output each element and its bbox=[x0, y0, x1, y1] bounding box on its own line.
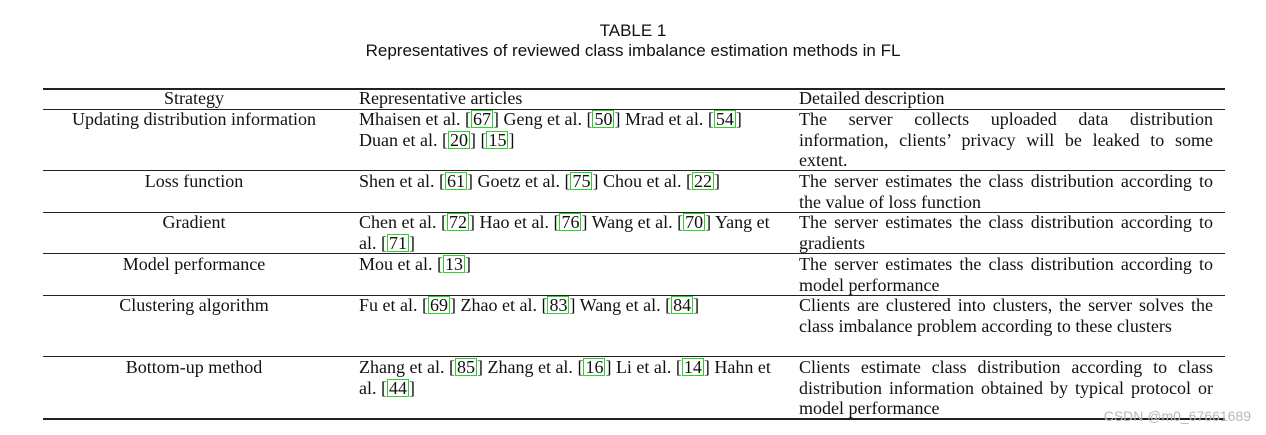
citation-link[interactable]: 20 bbox=[449, 129, 468, 150]
articles-cell: Zhang et al. [ 85 ] Zhang et al. [ 16 ] Li et al. [ 14 ] Hahn et al. [ 44 ] bbox=[359, 357, 771, 398]
article-author: Shen et al. bbox=[359, 171, 435, 191]
citation-link[interactable]: 22 bbox=[693, 171, 712, 191]
articles-cell: Chen et al. [ 72 ] Hao et al. [ 76 ] Wang et al. [ 70 ] Yang et al. [ 71 ] bbox=[359, 212, 770, 253]
citation-link[interactable]: 54 bbox=[715, 109, 734, 129]
column-header-articles: Representative articles bbox=[359, 88, 523, 108]
description-cell: Clients estimate class distribution according to class distribution information obtained by typical protocol or model performance bbox=[799, 357, 1213, 418]
article-author: Chen et al. bbox=[359, 212, 437, 232]
citation-link[interactable]: 75 bbox=[572, 171, 591, 191]
citation-link[interactable]: 14 bbox=[683, 357, 702, 377]
citation-link[interactable]: 84 bbox=[673, 295, 692, 315]
articles-cell: Shen et al. [ 61 ] Goetz et al. [ 75 ] Chou et al. [ 22 ] bbox=[359, 171, 720, 191]
strategy-cell: Updating distribution information bbox=[72, 109, 316, 129]
citation-link[interactable]: 50 bbox=[594, 109, 613, 129]
citation-link[interactable]: 85 bbox=[456, 357, 475, 377]
articles-cell: Fu et al. [ 69 ] Zhao et al. [ 83 ] Wang et al. [ 84 ] bbox=[359, 295, 700, 315]
description-cell: The server collects uploaded data distribution information, clients’ privacy will be leaked to some extent. bbox=[799, 109, 1213, 170]
citation-link[interactable]: 61 bbox=[446, 171, 465, 191]
articles-cell: Mou et al. [ 13 ] bbox=[359, 254, 471, 274]
article-author: Fu et al. bbox=[359, 295, 418, 315]
article-author: Geng et al. bbox=[503, 109, 582, 129]
article-author: Mhaisen et al. bbox=[359, 109, 461, 129]
article-author: Wang et al. bbox=[591, 212, 673, 232]
citation-link[interactable]: 70 bbox=[685, 212, 704, 232]
article-author: Mrad et al. bbox=[624, 109, 704, 129]
citation-link[interactable]: 15 bbox=[488, 129, 507, 150]
description-cell: The server estimates the class distribution according to the value of loss function bbox=[799, 171, 1213, 212]
citation-link[interactable]: 83 bbox=[549, 295, 568, 315]
article-author: Duan et al. bbox=[359, 129, 438, 150]
citation-link[interactable]: 76 bbox=[561, 212, 580, 232]
watermark: CSDN @m0_67661689 bbox=[1103, 408, 1251, 424]
article-author: Mou et al. bbox=[359, 254, 433, 274]
table-title: Representatives of reviewed class imbalance estimation methods in FL bbox=[365, 41, 901, 60]
strategy-cell: Bottom-up method bbox=[125, 357, 263, 377]
citation-link[interactable]: 16 bbox=[585, 357, 604, 377]
strategy-cell: Gradient bbox=[162, 212, 226, 232]
article-author: Zhao et al. bbox=[460, 295, 537, 315]
strategy-cell: Clustering algorithm bbox=[119, 295, 269, 315]
description-cell: The server estimates the class distribution according to model performance bbox=[799, 254, 1213, 295]
citation-link[interactable]: 13 bbox=[445, 254, 463, 274]
citation-link[interactable]: 72 bbox=[448, 212, 467, 232]
article-author: Zhang et al. bbox=[487, 357, 573, 377]
article-author: Wang et al. bbox=[579, 295, 661, 315]
citation-link[interactable]: 69 bbox=[430, 295, 448, 315]
column-header-description: Detailed description bbox=[799, 88, 945, 108]
article-author: Zhang et al. bbox=[359, 357, 445, 377]
article-author: Yang et al. bbox=[359, 212, 770, 253]
article-author: Li et al. bbox=[615, 357, 672, 377]
table-label: TABLE 1 bbox=[599, 21, 667, 40]
article-author: Hao et al. bbox=[479, 212, 549, 232]
description-cell: Clients are clustered into clusters, the server solves the class imbalance problem according to these clusters bbox=[799, 295, 1213, 336]
description-cell: The server estimates the class distribution according to gradients bbox=[799, 212, 1213, 253]
citation-link[interactable]: 67 bbox=[472, 109, 491, 129]
citation-link[interactable]: 71 bbox=[389, 232, 407, 253]
strategy-cell: Model performance bbox=[122, 254, 266, 274]
articles-cell: Mhaisen et al. [ 67 ] Geng et al. [ 50 ] Mrad et al. [ 54 ] Duan et al. [ 20 ] [ 15 ] bbox=[359, 109, 742, 150]
strategy-cell: Loss function bbox=[144, 171, 244, 191]
article-author: Goetz et al. bbox=[477, 171, 560, 191]
citation-link[interactable]: 44 bbox=[389, 377, 407, 398]
article-author: Hahn et al. bbox=[359, 357, 771, 398]
column-header-strategy: Strategy bbox=[164, 88, 224, 108]
article-author: Chou et al. bbox=[602, 171, 682, 191]
